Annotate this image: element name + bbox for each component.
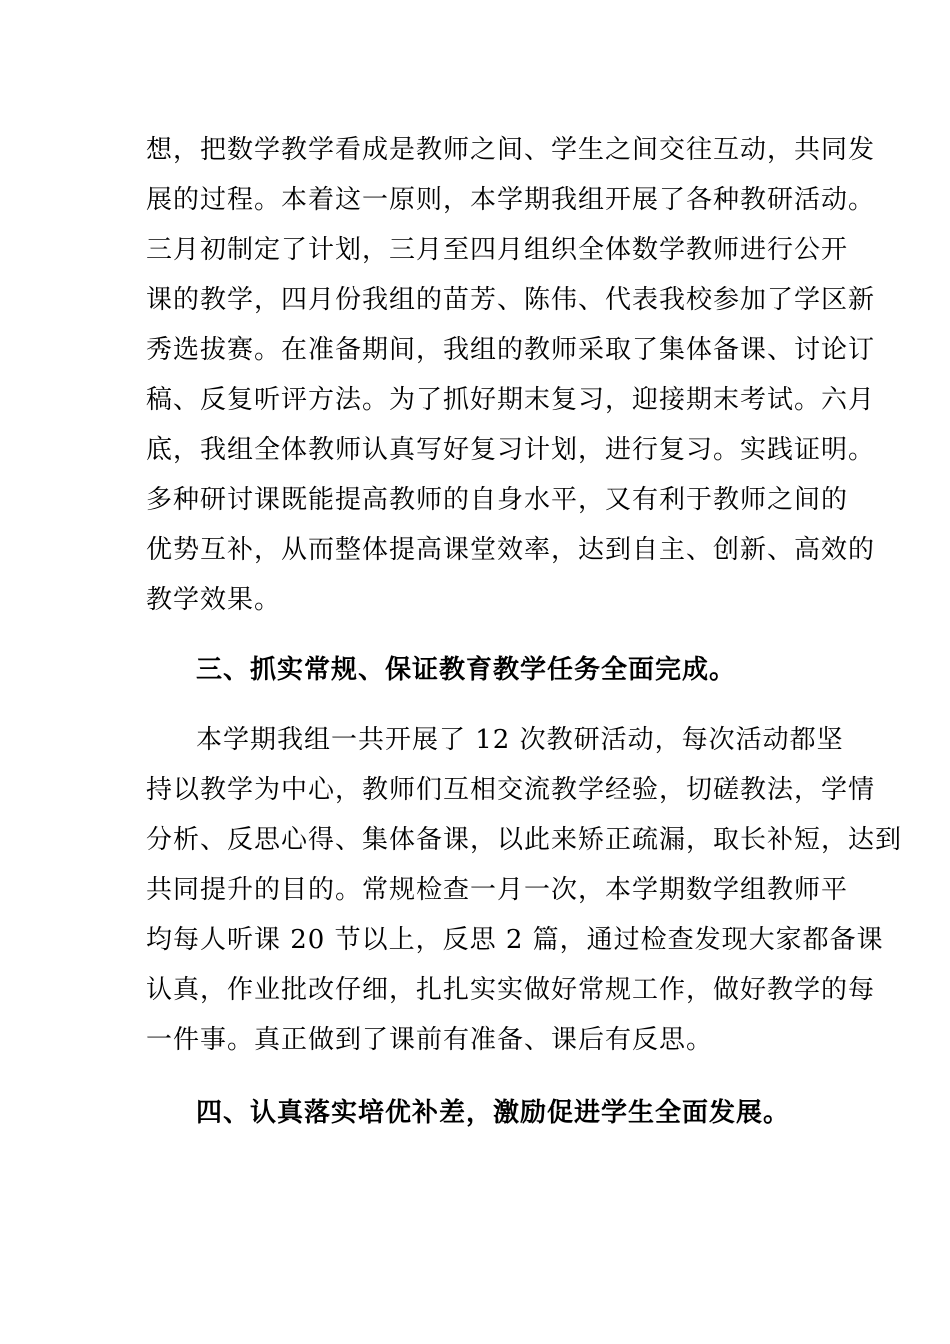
paragraph-line: 想，把数学教学看成是教师之间、学生之间交往互动，共同发	[146, 135, 876, 165]
paragraph-line: 三月初制定了计划，三月至四月组织全体数学教师进行公开	[146, 235, 849, 265]
paragraph-line: 秀选拔赛。在准备期间，我组的教师采取了集体备课、讨论订	[146, 335, 876, 365]
paragraph-line: 认真，作业批改仔细，扎扎实实做好常规工作，做好教学的每	[146, 975, 876, 1005]
paragraph-line: 共同提升的目的。常规检查一月一次，本学期数学组教师平	[146, 875, 849, 905]
section-heading-4: 四、认真落实培优补差，激励促进学生全面发展。	[196, 1098, 791, 1128]
paragraph-line: 展的过程。本着这一原则，本学期我组开展了各种教研活动。	[146, 185, 876, 215]
paragraph-line: 均每人听课 20 节以上，反思 2 篇，通过检查发现大家都备课	[146, 925, 884, 955]
paragraph-line: 课的教学，四月份我组的苗芳、陈伟、代表我校参加了学区新	[146, 285, 876, 315]
paragraph-line: 底，我组全体教师认真写好复习计划，进行复习。实践证明。	[146, 435, 876, 465]
paragraph-line: 本学期我组一共开展了 12 次教研活动，每次活动都坚	[196, 725, 844, 755]
paragraph-line: 分析、反思心得、集体备课，以此来矫正疏漏，取长补短，达到	[146, 825, 903, 855]
paragraph-line: 教学效果。	[146, 585, 282, 615]
paragraph-line: 优势互补，从而整体提高课堂效率，达到自主、创新、高效的	[146, 535, 876, 565]
paragraph-line: 稿、反复听评方法。为了抓好期末复习，迎接期末考试。六月	[146, 385, 876, 415]
paragraph-line: 多种研讨课既能提高教师的自身水平，又有利于教师之间的	[146, 485, 849, 515]
section-heading-3: 三、抓实常规、保证教育教学任务全面完成。	[196, 655, 737, 685]
paragraph-line: 一件事。真正做到了课前有准备、课后有反思。	[146, 1025, 714, 1055]
paragraph-line: 持以教学为中心，教师们互相交流教学经验，切磋教法，学情	[146, 775, 876, 805]
